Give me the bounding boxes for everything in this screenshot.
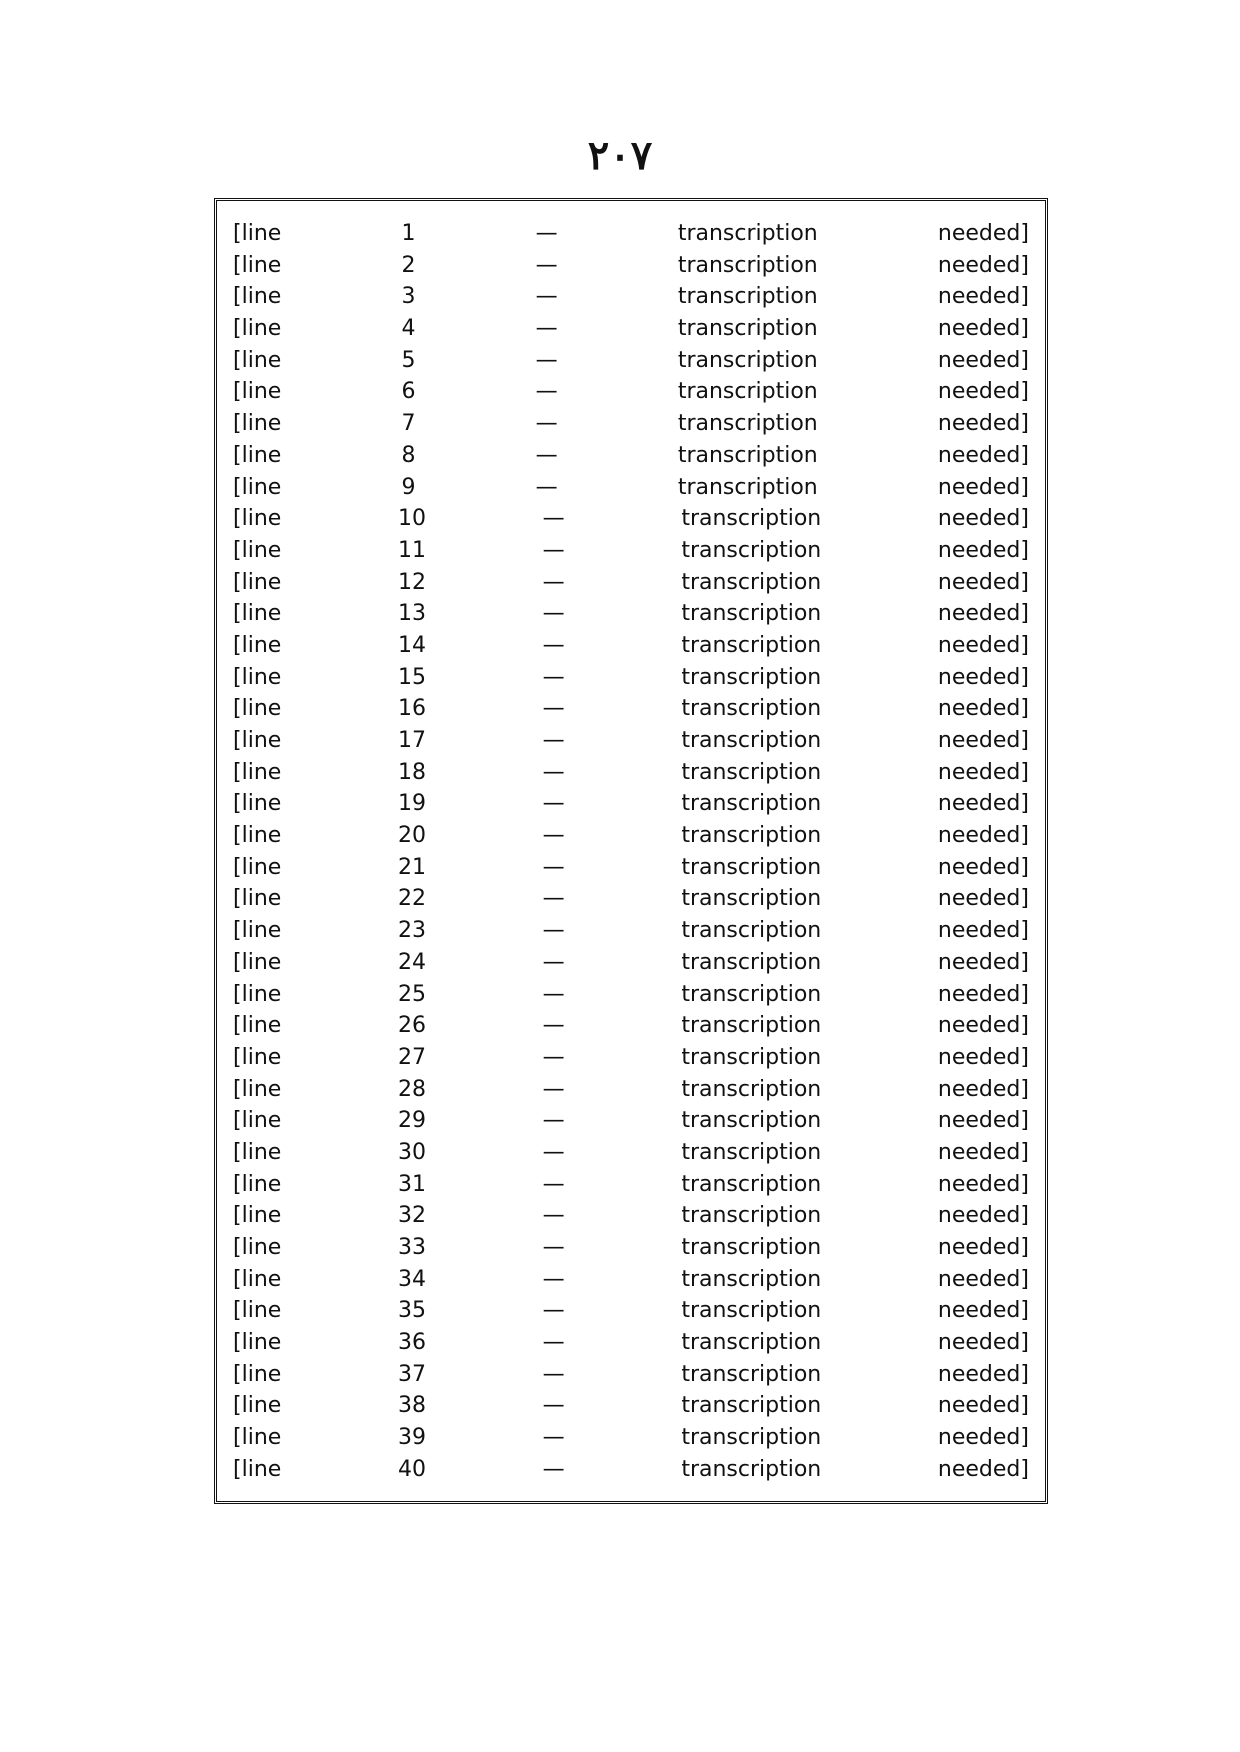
text-line: [line 25 — transcription needed] bbox=[233, 981, 1029, 1007]
text-line: [line 13 — transcription needed] bbox=[233, 601, 1029, 627]
text-line: [line 18 — transcription needed] bbox=[233, 759, 1029, 785]
text-line: [line 38 — transcription needed] bbox=[233, 1393, 1029, 1419]
text-line: [line 35 — transcription needed] bbox=[233, 1298, 1029, 1324]
text-line: [line 16 — transcription needed] bbox=[233, 696, 1029, 722]
text-line: [line 29 — transcription needed] bbox=[233, 1108, 1029, 1134]
text-line: [line 28 — transcription needed] bbox=[233, 1076, 1029, 1102]
text-line: [line 17 — transcription needed] bbox=[233, 728, 1029, 753]
text-line: [line 20 — transcription needed] bbox=[233, 823, 1029, 849]
text-line: [line 33 — transcription needed] bbox=[233, 1235, 1029, 1260]
text-line: [line 2 — transcription needed] bbox=[233, 252, 1029, 278]
text-line: [line 36 — transcription needed] bbox=[233, 1330, 1029, 1356]
text-line: [line 24 — transcription needed] bbox=[233, 949, 1029, 975]
text-line: [line 14 — transcription needed] bbox=[233, 632, 1029, 658]
text-line: [line 1 — transcription needed] bbox=[233, 221, 1029, 246]
text-line: [line 3 — transcription needed] bbox=[233, 284, 1029, 310]
text-line: [line 19 — transcription needed] bbox=[233, 791, 1029, 817]
page-number: ٢٠٧ bbox=[587, 132, 653, 179]
text-line: [line 40 — transcription needed] bbox=[233, 1456, 1029, 1482]
text-line: [line 30 — transcription needed] bbox=[233, 1139, 1029, 1165]
text-line: [line 8 — transcription needed] bbox=[233, 442, 1029, 468]
text-line: [line 10 — transcription needed] bbox=[233, 506, 1029, 532]
text-frame bbox=[214, 198, 1048, 1504]
text-line: [line 5 — transcription needed] bbox=[233, 347, 1029, 373]
text-line: [line 15 — transcription needed] bbox=[233, 664, 1029, 690]
text-line: [line 11 — transcription needed] bbox=[233, 537, 1029, 563]
text-line: [line 37 — transcription needed] bbox=[233, 1361, 1029, 1387]
text-line: [line 39 — transcription needed] bbox=[233, 1425, 1029, 1451]
text-line: [line 32 — transcription needed] bbox=[233, 1203, 1029, 1229]
text-line: [line 9 — transcription needed] bbox=[233, 474, 1029, 500]
text-line: [line 7 — transcription needed] bbox=[233, 411, 1029, 437]
text-line: [line 4 — transcription needed] bbox=[233, 316, 1029, 342]
text-line: [line 12 — transcription needed] bbox=[233, 569, 1029, 595]
text-line: [line 27 — transcription needed] bbox=[233, 1044, 1029, 1070]
text-line: [line 6 — transcription needed] bbox=[233, 379, 1029, 405]
text-line: [line 23 — transcription needed] bbox=[233, 918, 1029, 944]
text-line: [line 26 — transcription needed] bbox=[233, 1013, 1029, 1039]
text-line: [line 22 — transcription needed] bbox=[233, 886, 1029, 912]
text-line: [line 31 — transcription needed] bbox=[233, 1171, 1029, 1197]
text-block bbox=[233, 219, 1029, 1485]
text-line: [line 34 — transcription needed] bbox=[233, 1266, 1029, 1292]
text-line: [line 21 — transcription needed] bbox=[233, 854, 1029, 880]
